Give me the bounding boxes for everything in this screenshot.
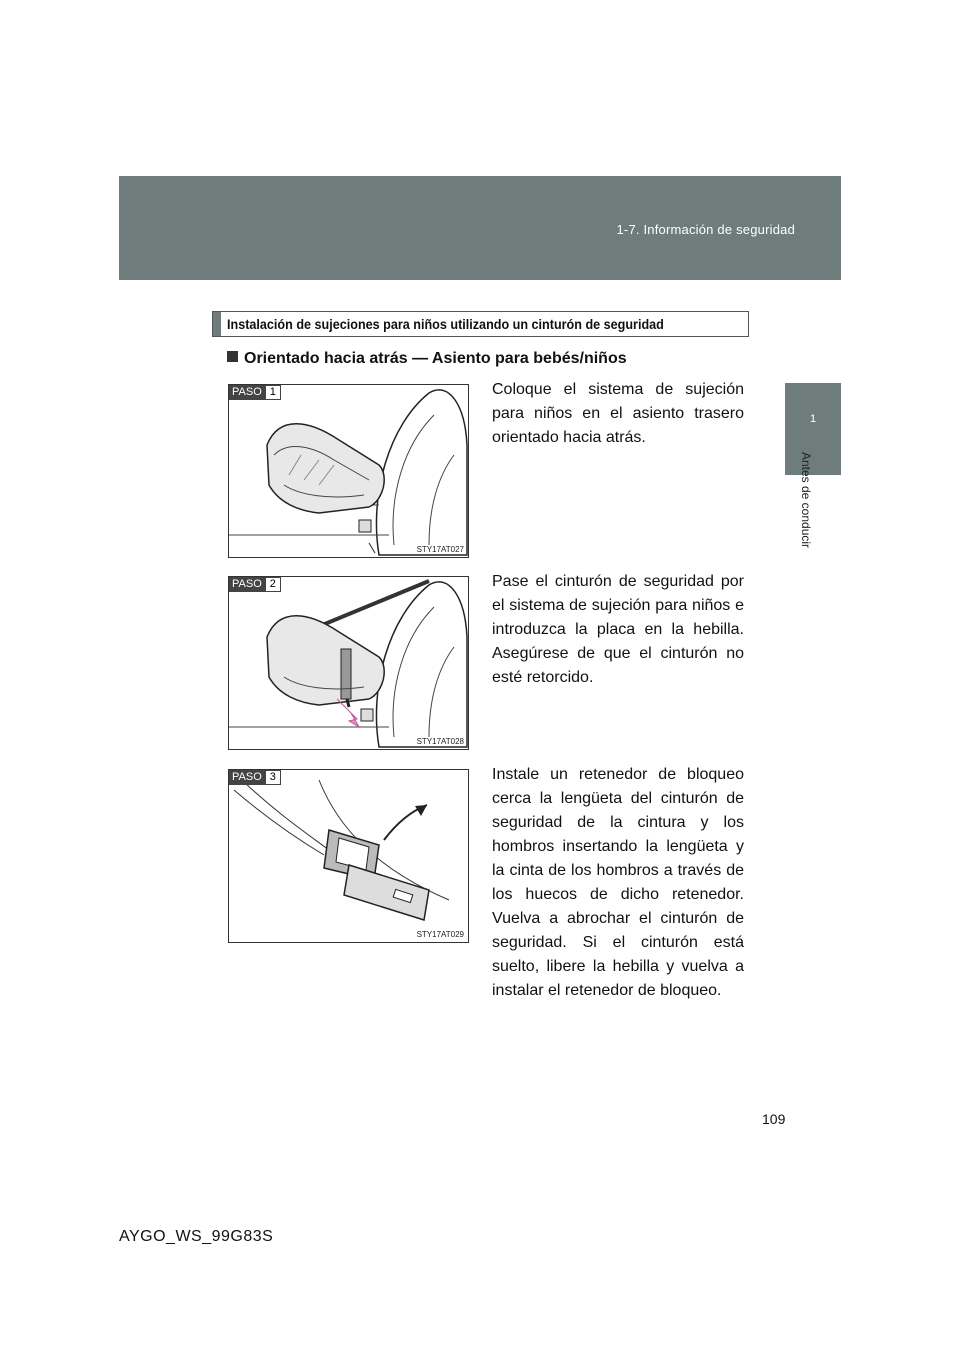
figure-step-3	[228, 769, 469, 943]
figure-code: STY17AT029	[416, 930, 464, 939]
figure-step-2	[228, 576, 469, 750]
chapter-tab	[785, 383, 841, 475]
subheading	[227, 350, 627, 368]
section-header: 1-7. Información de seguridad	[616, 222, 795, 237]
paso-badge	[229, 577, 281, 592]
chapter-label-text: Antes de conducir	[799, 451, 813, 549]
paso-number: 1	[265, 385, 281, 400]
header-band	[119, 176, 841, 280]
figure-code: STY17AT028	[416, 737, 464, 746]
section-title-box	[212, 311, 749, 337]
paso-word: PASO	[229, 770, 265, 785]
step-3-text: Instale un retenedor de bloqueo cerca la lengüeta del cinturón de seguridad de la cintura y los hombros insertando la lengüeta y la cinta de los hombros a través de los huecos de dicho retenedor. Vuelva a abrochar el cinturón de seguridad. Si el cinturón está suelto, libere la hebilla y vuelva a instalar el retenedor de bloqueo.	[492, 766, 744, 999]
figure-code: STY17AT027	[416, 545, 464, 554]
locking-clip-illustration	[229, 770, 468, 942]
paso-word: PASO	[229, 385, 265, 400]
paso-badge	[229, 385, 281, 400]
paso-badge	[229, 770, 281, 785]
page-number: 109	[762, 1111, 786, 1127]
subheading-text: Orientado hacia atrás — Asiento para bebés/niños	[244, 350, 627, 367]
child-seat-illustration-2	[229, 577, 468, 749]
section-title-bar	[213, 312, 221, 336]
step-1-text: Coloque el sistema de sujeción para niños en el asiento trasero orientado hacia atrás.	[492, 381, 744, 446]
chapter-number: 1	[809, 413, 817, 425]
document-code: AYGO_WS_99G83S	[119, 1228, 274, 1245]
paso-number: 3	[265, 770, 281, 785]
paso-number: 2	[265, 577, 281, 592]
section-title: Instalación de sujeciones para niños utilizando un cinturón de seguridad	[227, 316, 664, 332]
square-bullet-icon	[227, 351, 238, 362]
paso-word: PASO	[229, 577, 265, 592]
figure-step-1	[228, 384, 469, 558]
step-2-text: Pase el cinturón de seguridad por el sistema de sujeción para niños e introduzca la placa en la hebilla. Asegúrese de que el cinturón no esté retorcido.	[492, 573, 744, 686]
child-seat-illustration-1	[229, 385, 468, 557]
